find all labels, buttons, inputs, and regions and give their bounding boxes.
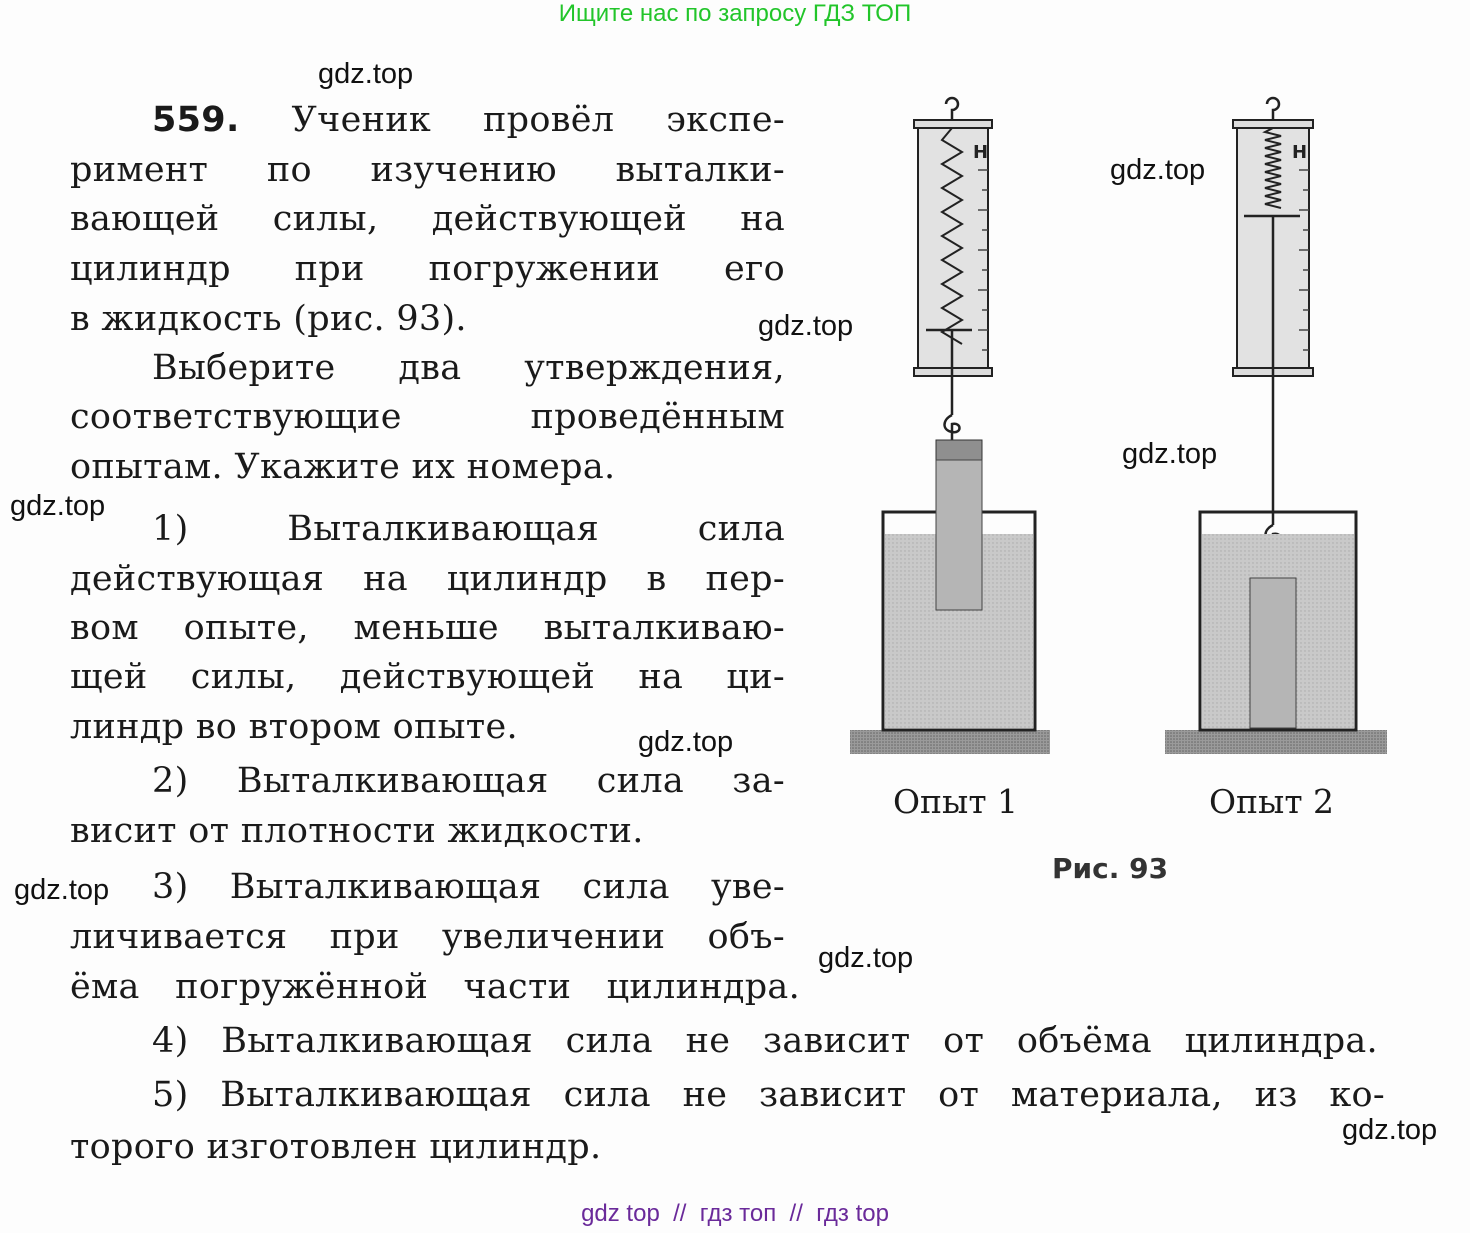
task-line: вающей силы, действующей на: [70, 199, 785, 239]
figure-caption: Рис. 93: [1052, 852, 1169, 885]
option-1-line: щей силы, действующей на ци-: [70, 657, 785, 697]
option-1-line: линдр во втором опыте.: [70, 707, 518, 747]
watermark: gdz.top: [1342, 1114, 1438, 1146]
cylinder-2: [1250, 578, 1296, 728]
unit-label: Н: [973, 142, 989, 163]
bottom-banner[interactable]: gdz top // гдз топ // гдз top: [581, 1200, 889, 1227]
option-1-line: вом опыте, меньше выталкиваю-: [70, 608, 785, 648]
option-2-line: висит от плотности жидкости.: [70, 811, 644, 851]
option-3-line: ёма погружённой части цилиндра.: [70, 967, 800, 1007]
option-1-line: действующая на цилиндр в пер-: [70, 559, 785, 599]
task-line: цилиндр при погружении его: [70, 249, 785, 289]
cylinder-1: [936, 440, 982, 460]
option-4-line: 4) Выталкивающая сила не зависит от объёма цилиндра.: [152, 1021, 1378, 1061]
option-2-line: 2) Выталкивающая сила за-: [152, 761, 785, 801]
figure-93: [840, 90, 1400, 790]
dynamometer-1: [914, 98, 992, 444]
task-line: Выберите два утверждения,: [152, 348, 785, 388]
watermark: gdz.top: [758, 310, 854, 342]
experiment-2-label: Опыт 2: [1209, 782, 1335, 821]
option-1-line: 1) Выталкивающая сила: [152, 509, 785, 549]
watermark: gdz.top: [14, 874, 110, 906]
task-line: в жидкость (рис. 93).: [70, 299, 467, 339]
task-line: соответствующие проведённым: [70, 397, 785, 437]
top-banner[interactable]: Ищите нас по запросу ГДЗ ТОП: [558, 0, 912, 27]
watermark: gdz.top: [818, 942, 914, 974]
task-line: римент по изучению выталки-: [70, 150, 785, 190]
task-number: 559.: [152, 100, 240, 140]
table-surface-1: [850, 730, 1050, 754]
task-line: опытам. Укажите их номера.: [70, 447, 616, 487]
task-line: 559. Ученик провёл экспе-: [152, 100, 785, 140]
watermark: gdz.top: [10, 490, 106, 522]
option-3-line: личивается при увеличении объ-: [70, 917, 785, 957]
watermark: gdz.top: [638, 726, 734, 758]
experiment-1-label: Опыт 1: [893, 782, 1019, 821]
svg-text:Н: Н: [1292, 142, 1308, 163]
table-surface-2: [1165, 730, 1387, 754]
dynamometer-2: [1233, 98, 1313, 554]
watermark: gdz.top: [318, 58, 414, 90]
option-3-line: 3) Выталкивающая сила уве-: [152, 867, 785, 907]
watermark: gdz.top: [1110, 154, 1206, 186]
watermark: gdz.top: [1122, 438, 1218, 470]
option-5-line: 5) Выталкивающая сила не зависит от материала, из ко-: [152, 1075, 1385, 1115]
option-5-line: торого изготовлен цилиндр.: [70, 1127, 602, 1167]
